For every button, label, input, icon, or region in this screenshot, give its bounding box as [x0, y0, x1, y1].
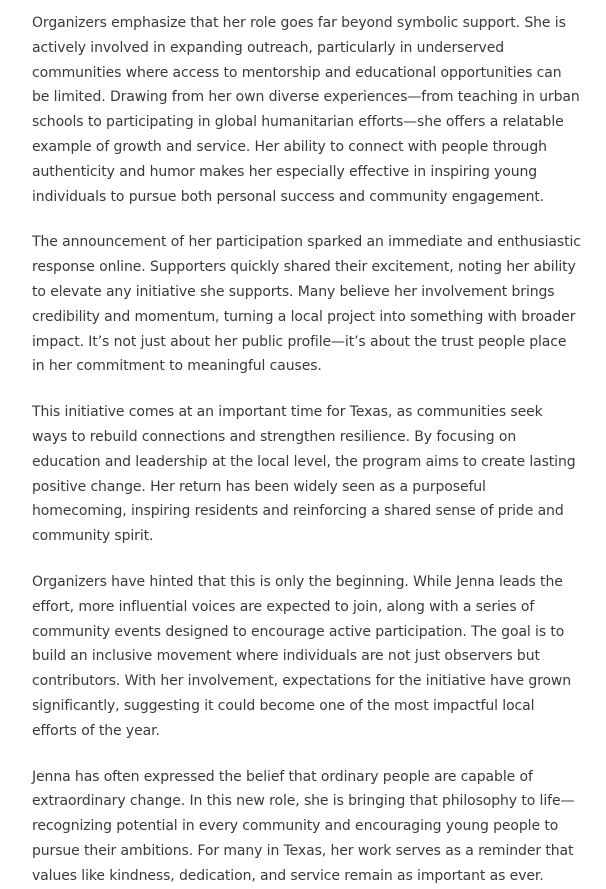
article-paragraph-5: Jenna has often expressed the belief that ordinary people are capable of extraordinary change. In this new role, she is bringing that philosophy to life—recognizing potential in every community and encouraging young people to pursue their ambitions. For many in Texas, her work serves as a reminder that values like kindness, dedication, and service remain as important as ever. [32, 768, 575, 884]
article-paragraph-3: This initiative comes at an important time for Texas, as communities seek ways to rebuild connections and strengthen resilience. By focusing on education and leadership at the local level, the program aims to create lasting positive change. Her return has been widely seen as a purposeful homecoming, inspiring residents and reinforcing a shared sense of pride and community spirit. [32, 404, 576, 545]
article-paragraph-4: Organizers have hinted that this is only the beginning. While Jenna leads the effort, more influential voices are expected to join, along with a series of community events designed to encourage active participation. The goal is to build an inclusive movement where individuals are not just observers but contributors. With her involvement, expectations for the initiative have grown significantly, suggesting it could become one of the most impactful local efforts of the year. [32, 573, 572, 739]
article-paragraph-2: The announcement of her participation sparked an immediate and enthusiastic response online. Supporters quickly shared their excitement, noting her ability to elevate any initiative she supports. Many believe her involvement brings credibility and momentum, turning a local project into something with broader impact. It’s not just about her public profile—it’s about the trust people place in her commitment to meaningful causes. [32, 234, 581, 375]
article-paragraph-1: Organizers emphasize that her role goes far beyond symbolic support. She is actively involved in expanding outreach, particularly in underserved communities where access to mentorship and educational opportunities can be limited. Drawing from her own diverse experiences—from teaching in urban schools to participating in global humanitarian efforts—she offers a relatable example of growth and service. Her ability to connect with people through authenticity and humor makes her especially effective in inspiring young individuals to pursue both personal success and community engagement. [32, 15, 580, 205]
